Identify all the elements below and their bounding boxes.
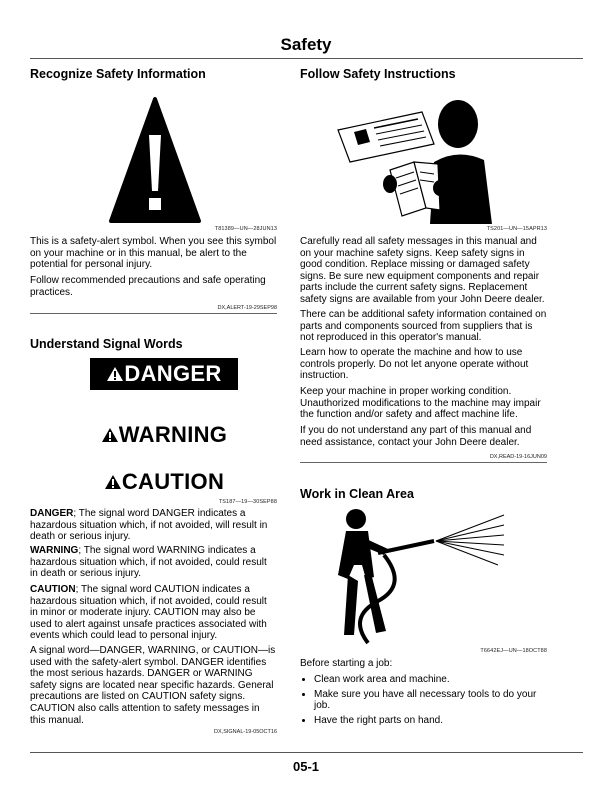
term-caution: CAUTION bbox=[30, 584, 76, 595]
paragraph: Keep your machine in proper working condition. Unauthorized modifications to the machine may impair the function and/or safety and affect machine life. bbox=[300, 386, 541, 421]
person-reading-manual-illustration bbox=[330, 92, 510, 224]
list-item: • Have the right parts on hand. bbox=[314, 715, 547, 727]
heading-signal-words: Understand Signal Words bbox=[30, 337, 183, 351]
paragraph: If you do not understand any part of this manual and need assistance, contact your John Deere dealer. bbox=[300, 425, 532, 448]
figure-caption: TS187—19—30SEP88 bbox=[218, 499, 277, 505]
figure-caption: T6642EJ—UN—18OCT88 bbox=[480, 648, 547, 654]
term-danger: DANGER bbox=[30, 508, 74, 519]
section-divider bbox=[30, 313, 277, 314]
heading-work-clean-area: Work in Clean Area bbox=[300, 487, 414, 501]
list-item: • Make sure you have all necessary tools to do your job. bbox=[314, 689, 547, 712]
signal-word-danger: DANGER bbox=[124, 361, 222, 386]
paragraph-warning bbox=[30, 545, 277, 580]
paragraph: Before starting a job: bbox=[300, 658, 393, 669]
paragraph: Follow recommended precautions and safe operating practices. bbox=[30, 275, 266, 298]
paragraph: Learn how to operate the machine and how to use controls properly. Do not let anyone operate without instruction. bbox=[300, 347, 529, 382]
caution-sign bbox=[90, 469, 238, 495]
figure-caption: T81389—UN—28JUN13 bbox=[214, 226, 277, 232]
paragraph: Carefully read all safety messages in this manual and on your machine safety signs. Keep safety signs in good condition. Replace missing or damaged safety signs. Be sure new equipment components and repair parts include the current safety signs. Replacement safety signs are available from your John Deere dealer. bbox=[300, 236, 545, 305]
paragraph: There can be additional safety information contained on parts and components sourced from suppliers that is not reproduced in this operator's manual. bbox=[300, 309, 547, 344]
page-title: Safety bbox=[280, 35, 332, 54]
paragraph-caution bbox=[30, 584, 277, 642]
document-id: DX,SIGNAL-19-05OCT16 bbox=[214, 729, 277, 735]
definition-caution: ; The signal word CAUTION indicates a hazardous situation which, if not avoided, could result in minor or moderate injury. CAUTION may also be used to alert against unsafe practices associated with events which could lead to personal injury. bbox=[30, 584, 267, 642]
alert-triangle-icon bbox=[104, 474, 122, 490]
alert-triangle-icon bbox=[101, 427, 119, 443]
paragraph: This is a safety-alert symbol. When you see this symbol on your machine or in this manual, be alert to the potential for personal injury. bbox=[30, 236, 277, 271]
section-divider bbox=[300, 462, 547, 463]
paragraph-danger bbox=[30, 508, 277, 543]
warning-sign bbox=[90, 422, 238, 448]
paragraph: A signal word—DANGER, WARNING, or CAUTION—is used with the safety-alert symbol. DANGER identifies the most serious hazards. DANGER or WARNING safety signs are located near specific hazards. General precautions are listed on CAUTION safety signs. CAUTION also calls attention to safety messages in this manual. bbox=[30, 645, 276, 726]
bullet-list bbox=[300, 674, 547, 729]
page-number: 05-1 bbox=[292, 759, 320, 774]
heading-follow-safety: Follow Safety Instructions bbox=[300, 67, 456, 81]
person-pressure-washing-illustration bbox=[318, 505, 508, 645]
figure-caption: TS201—UN—15APR13 bbox=[486, 226, 547, 232]
term-warning: WARNING bbox=[30, 545, 79, 556]
safety-alert-triangle-icon bbox=[108, 95, 202, 223]
list-item: • Clean work area and machine. bbox=[314, 674, 547, 686]
heading-recognize-safety: Recognize Safety Information bbox=[30, 67, 206, 81]
danger-sign bbox=[90, 358, 238, 390]
document-id: DX,READ-19-16JUN09 bbox=[489, 454, 547, 460]
definition-danger: ; The signal word DANGER indicates a hazardous situation which, if not avoided, will result in death or serious injury. bbox=[30, 508, 268, 543]
alert-triangle-icon bbox=[106, 366, 124, 382]
signal-word-caution: CAUTION bbox=[121, 469, 225, 494]
document-id: DX,ALERT-19-29SEP98 bbox=[217, 305, 277, 311]
definition-warning: ; The signal word WARNING indicates a hazardous situation which, if not avoided, could result in death or serious injury. bbox=[30, 545, 267, 580]
signal-word-warning: WARNING bbox=[118, 422, 228, 447]
header-rule bbox=[30, 58, 583, 59]
footer-rule bbox=[30, 752, 583, 753]
